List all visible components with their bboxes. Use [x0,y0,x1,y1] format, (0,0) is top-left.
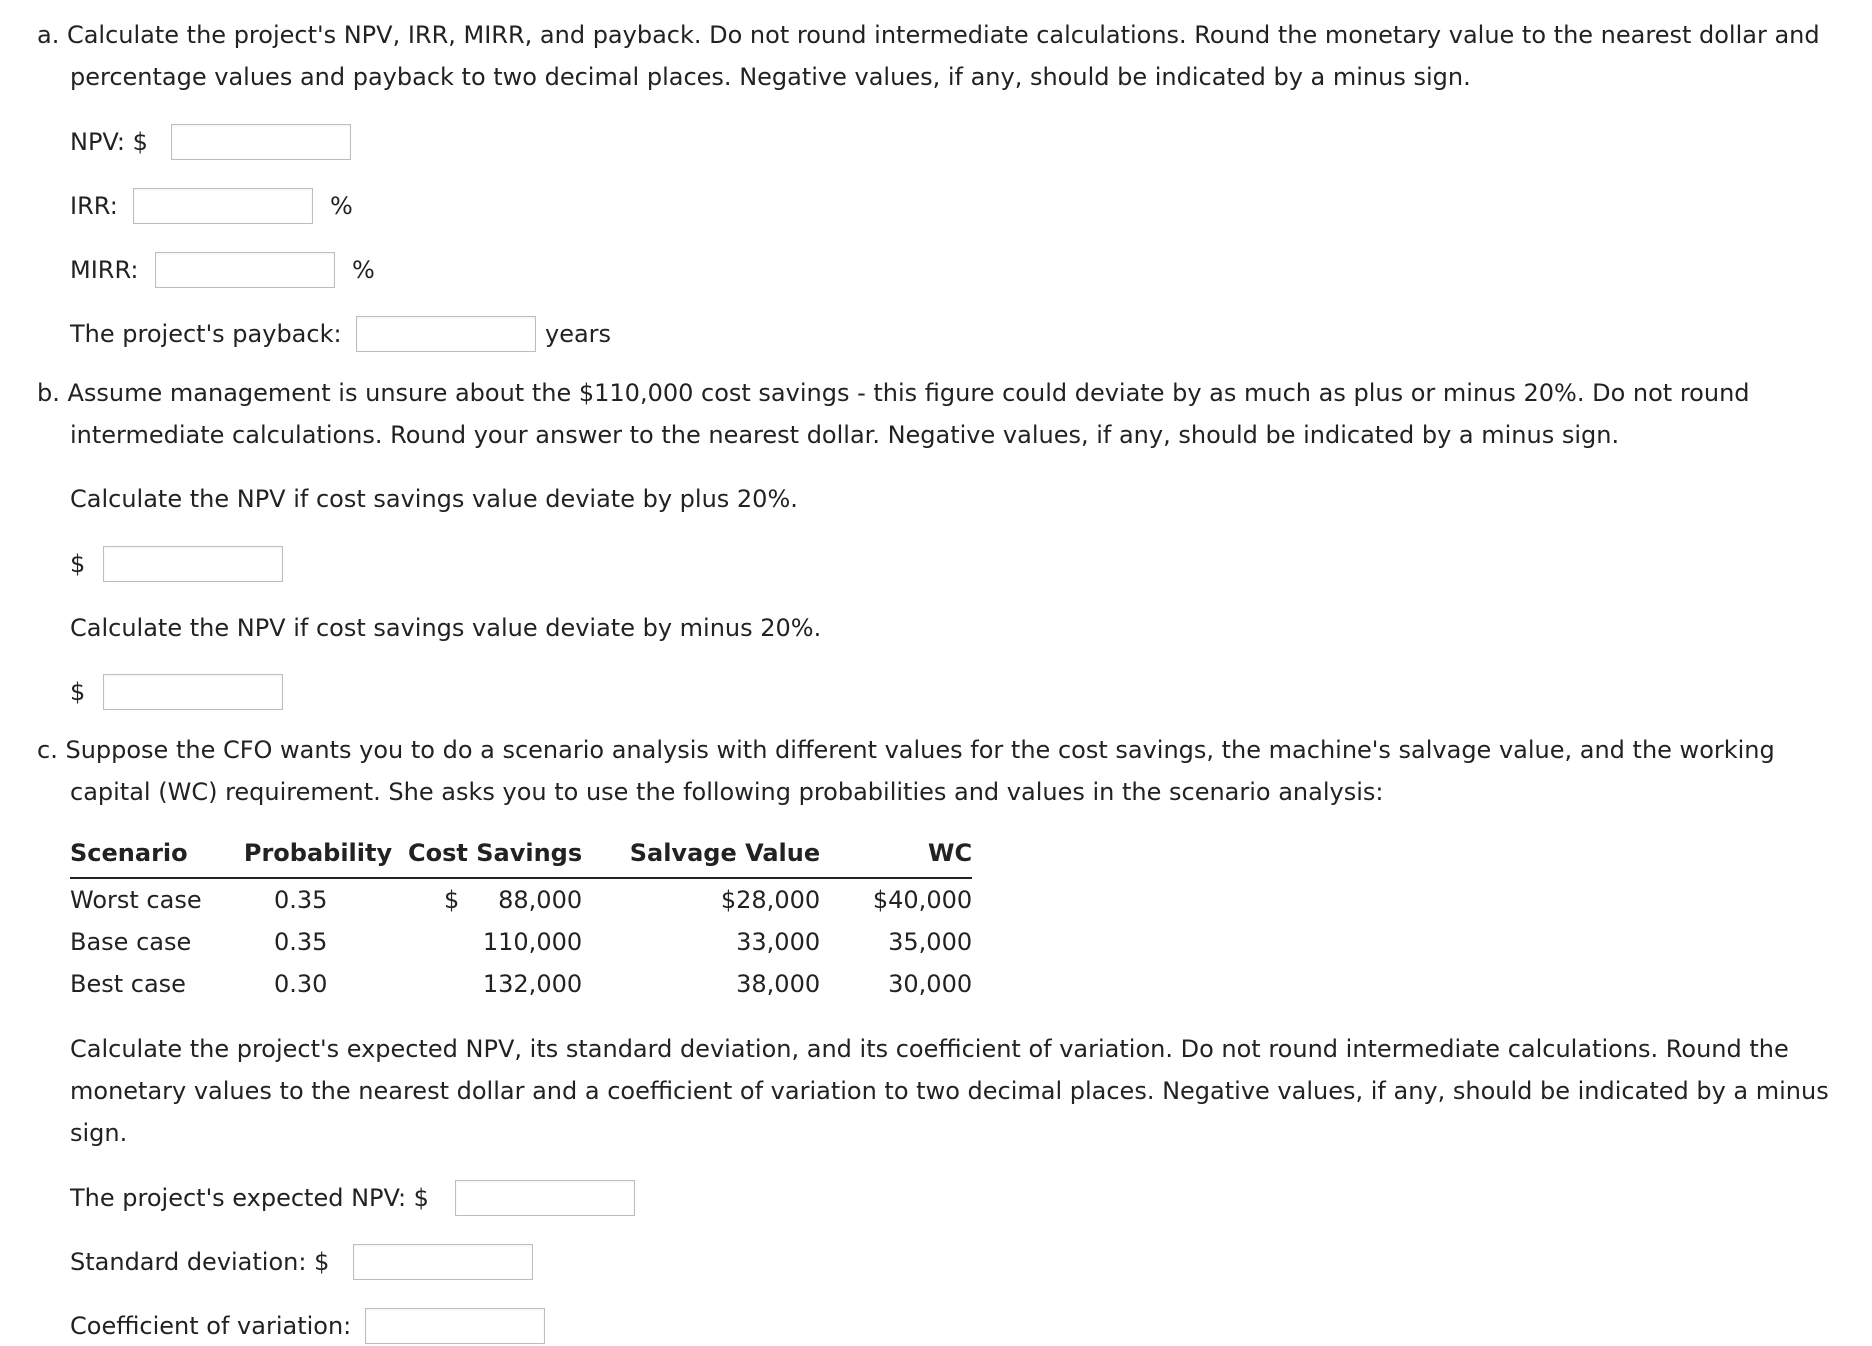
cv-input[interactable] [365,1308,545,1344]
npv-plus-20-question: Calculate the NPV if cost savings value deviate by plus 20%. [70,485,798,513]
probability-value: 0.30 [274,970,328,998]
header-probability: Probability [228,835,408,878]
table-row [70,921,972,963]
header-scenario: Scenario [70,835,228,878]
cost-savings-dollar-sign: $ [444,886,460,914]
salvage-value: 33,000 [736,928,821,956]
expected-npv-label: The project's expected NPV: $ [70,1184,429,1212]
payback-years-unit: years [545,320,612,348]
cost-savings-value: 110,000 [482,928,583,956]
scenario-table [70,835,972,1005]
cost-savings-value: 132,000 [482,970,583,998]
scenario-table-header [70,835,972,878]
probability-value: 0.35 [274,928,328,956]
npv-plus-20-input[interactable] [103,546,283,582]
probability-value: 0.35 [274,886,328,914]
irr-label: IRR: [70,192,118,220]
wc-value: 30,000 [888,970,973,998]
npv-label: NPV: $ [70,128,148,156]
table-row [70,963,972,1005]
mirr-input[interactable] [155,252,335,288]
npv-minus-20-input[interactable] [103,674,283,710]
mirr-label: MIRR: [70,256,139,284]
scenario-name: Best case [70,970,186,998]
npv-input[interactable] [171,124,351,160]
std-dev-label: Standard deviation: $ [70,1248,330,1276]
scenario-name: Worst case [70,886,202,914]
table-row [70,878,972,921]
part-c-followup: Calculate the project's expected NPV, its standard deviation, and its coefficient of variation. Do not round intermediate calculations. Round the monetary values to the nearest dollar and a coefficient of variation to two decimal places. Negative values, if any, should be indicated by a minus sign. [70,1035,1829,1147]
part-b-instructions: b. Assume management is unsure about the $110,000 cost savings - this figure could deviate by as much as plus or minus 20%. Do not round intermediate calculations. Round your answer to the nearest dollar. Negative values, if any, should be indicated by a minus sign. [37,379,1750,449]
irr-input[interactable] [133,188,313,224]
part-c-instructions: c. Suppose the CFO wants you to do a scenario analysis with different values for the cost savings, the machine's salvage value, and the working capital (WC) requirement. She asks you to use the following probabilities and values in the scenario analysis: [37,736,1775,806]
payback-input[interactable] [356,316,536,352]
scenario-name: Base case [70,928,192,956]
header-wc: WC [820,835,972,878]
header-cost-savings: Cost Savings [408,835,582,878]
std-dev-input[interactable] [353,1244,533,1280]
wc-value: 35,000 [888,928,973,956]
salvage-value: $28,000 [720,886,821,914]
npv-minus-20-question: Calculate the NPV if cost savings value deviate by minus 20%. [70,614,822,642]
npv-plus-20-currency: $ [70,550,86,578]
expected-npv-input[interactable] [455,1180,635,1216]
header-salvage-value: Salvage Value [582,835,820,878]
payback-label: The project's payback: [70,320,342,348]
cost-savings-value: 88,000 [498,886,583,914]
part-a-instructions: a. Calculate the project's NPV, IRR, MIRR, and payback. Do not round intermediate calculations. Round the monetary value to the nearest dollar and percentage values and payback to two decimal places. Negative values, if any, should be indicated by a minus sign. [37,21,1820,91]
cv-label: Coefficient of variation: [70,1312,352,1340]
salvage-value: 38,000 [736,970,821,998]
npv-minus-20-currency: $ [70,678,86,706]
wc-value: $40,000 [872,886,973,914]
irr-percent-unit: % [330,192,353,220]
mirr-percent-unit: % [352,256,375,284]
